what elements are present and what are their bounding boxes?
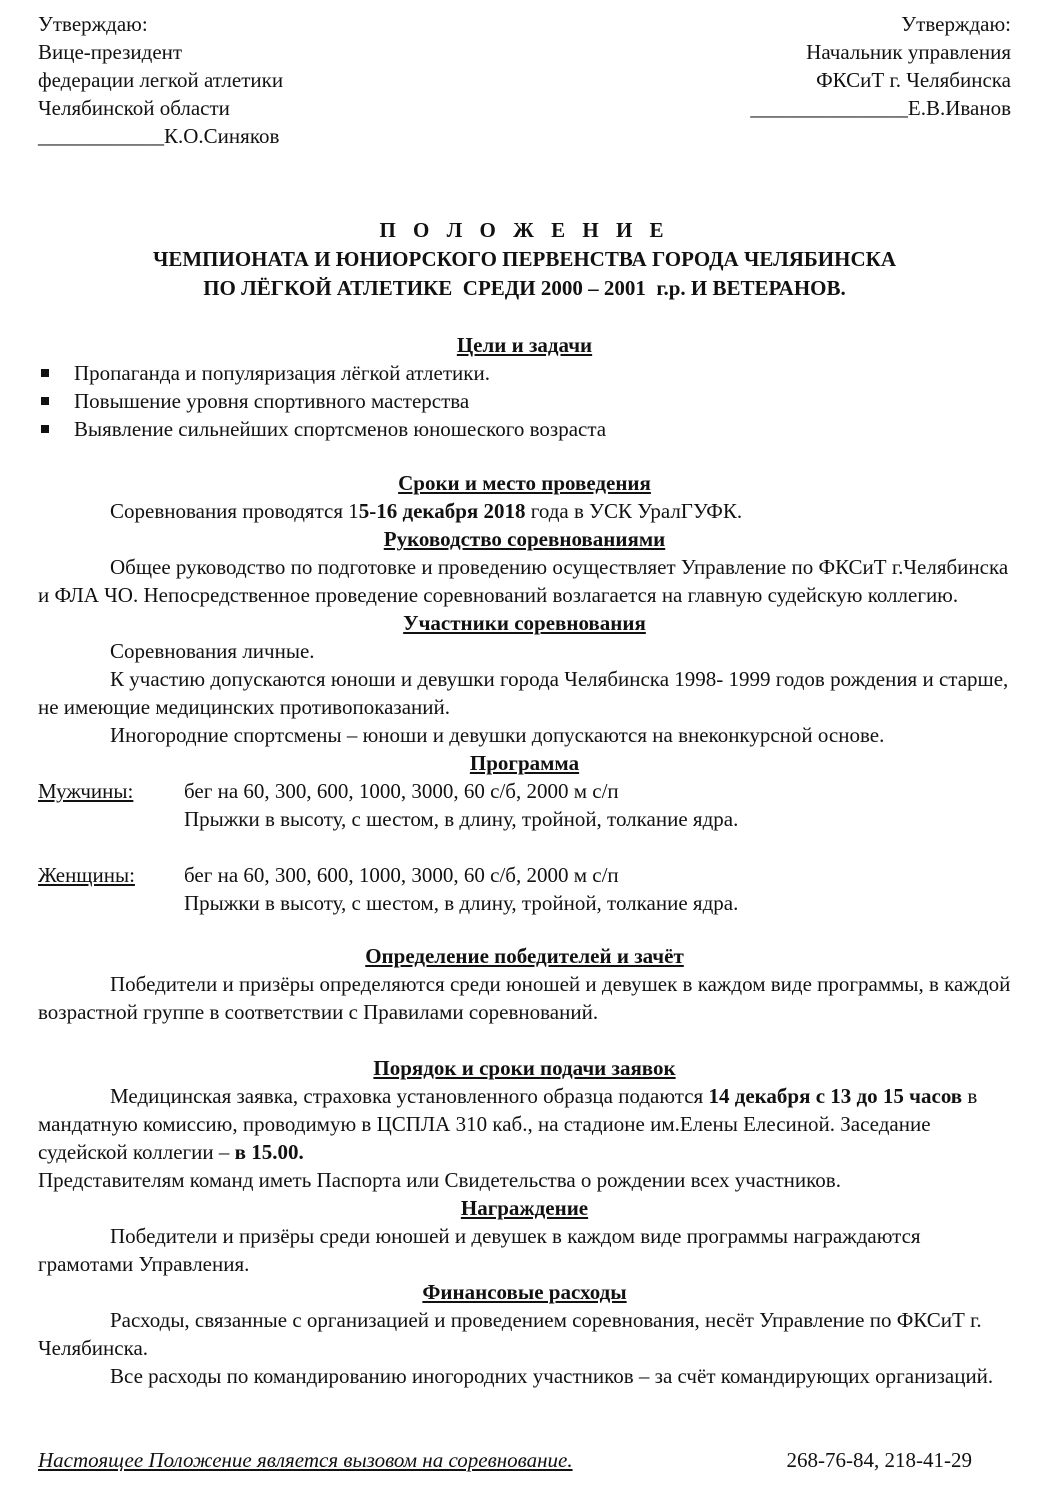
title-line-1: П О Л О Ж Е Н И Е [379,218,670,242]
program-women-row [38,861,1011,917]
participants-heading: Участники соревнования [403,611,646,635]
applications-text-2: Представителям команд иметь Паспорта или Свидетельства о рождении всех участников. [38,1168,841,1192]
approval-right-signature: _______________Е.В.Иванов [750,96,1011,120]
approval-left-signature: ____________К.О.Синяков [38,124,280,148]
program-women-label: Женщины: [38,863,135,887]
dates-heading: Сроки и место проведения [398,471,651,495]
program-heading: Программа [469,751,580,775]
awards-text: Победители и призёры среди юношей и девушек в каждом виде программы награждаются грамотами Управления. [38,1224,921,1276]
management-heading: Руководство соревнованиями [383,527,666,551]
finance-text-1: Расходы, связанные с организацией и проведением соревнования, несёт Управление по ФКСиТ г. Челябинска. [38,1308,982,1360]
approval-right-line: Начальник управления [806,40,1011,64]
list-item: Пропаганда и популяризация лёгкой атлетики. [38,359,1011,387]
awards-heading: Награждение [460,1196,589,1220]
program-women-events: бег на 60, 300, 600, 1000, 3000, 60 с/б, 2000 м с/п Прыжки в высоту, с шестом, в длину, тройной, толкание ядра. [184,863,739,915]
title-line-3: ПО ЛЁГКОЙ АТЛЕТИКЕ СРЕДИ 2000 – 2001 г.р. И ВЕТЕРАНОВ. [203,276,846,300]
approval-right-line: Утверждаю: [901,12,1011,36]
bullet-icon [41,425,49,433]
finance-heading: Финансовые расходы [422,1280,627,1304]
dates-text: Соревнования проводятся 15-16 декабря 2018 года в УСК УралГУФК. [110,499,743,523]
document-title [38,216,1011,303]
approval-left [38,10,283,150]
approval-right-line: ФКСиТ г. Челябинска [816,68,1011,92]
bullet-icon [41,397,49,405]
title-line-2: ЧЕМПИОНАТА И ЮНИОРСКОГО ПЕРВЕНСТВА ГОРОДА ЧЕЛЯБИНСКА [152,247,897,271]
applications-text: Медицинская заявка, страховка установленного образца подаются 14 декабря с 13 до 15 часов в мандатную комиссию, проводимую в ЦСПЛА 310 каб., на стадионе им.Елены Елесиной. Заседание судейской коллегии – в 15.00. [38,1084,978,1164]
program-men-row [38,777,1011,833]
approval-right [750,10,1011,150]
footer-phones: 268-76-84, 218-41-29 [786,1448,972,1472]
approval-left-line: федерации легкой атлетики [38,68,284,92]
winners-text: Победители и призёры определяются среди юношей и девушек в каждом виде программы, в каждой возрастной группе в соответствии с Правилами соревнований. [38,972,1011,1024]
program-men-events: бег на 60, 300, 600, 1000, 3000, 60 с/б, 2000 м с/п Прыжки в высоту, с шестом, в длину, тройной, толкание ядра. [184,779,739,831]
participants-text-3: Иногородние спортсмены – юноши и девушки допускаются на внеконкурсной основе. [110,723,885,747]
winners-heading: Определение победителей и зачёт [365,944,684,968]
applications-heading: Порядок и сроки подачи заявок [373,1056,676,1080]
goals-heading: Цели и задачи [456,333,593,357]
list-item: Выявление сильнейших спортсменов юношеского возраста [38,415,1011,443]
list-item: Повышение уровня спортивного мастерства [38,387,1011,415]
bullet-icon [41,369,49,377]
approval-left-line: Челябинской области [38,96,230,120]
program-men-label: Мужчины: [38,779,134,803]
finance-text-2: Все расходы по командированию иногородних участников – за счёт командирующих организаций. [110,1364,994,1388]
participants-text-1: Соревнования личные. [110,639,315,663]
participants-text-2: К участию допускаются юноши и девушки города Челябинска 1998- 1999 годов рождения и старше, не имеющие медицинских противопоказаний. [38,667,1009,719]
approval-left-line: Утверждаю: [38,12,148,36]
approval-block [38,10,1011,150]
goals-list [38,359,1011,443]
footer-call-text: Настоящее Положение является вызовом на соревнование. [38,1448,573,1472]
approval-left-line: Вице-президент [38,40,183,64]
document-footer [38,1446,972,1474]
management-text: Общее руководство по подготовке и проведению осуществляет Управление по ФКСиТ г.Челябинска и ФЛА ЧО. Непосредственное проведение соревнований возлагается на главную судейскую коллегию. [38,555,1009,607]
document-page [38,10,1011,1390]
